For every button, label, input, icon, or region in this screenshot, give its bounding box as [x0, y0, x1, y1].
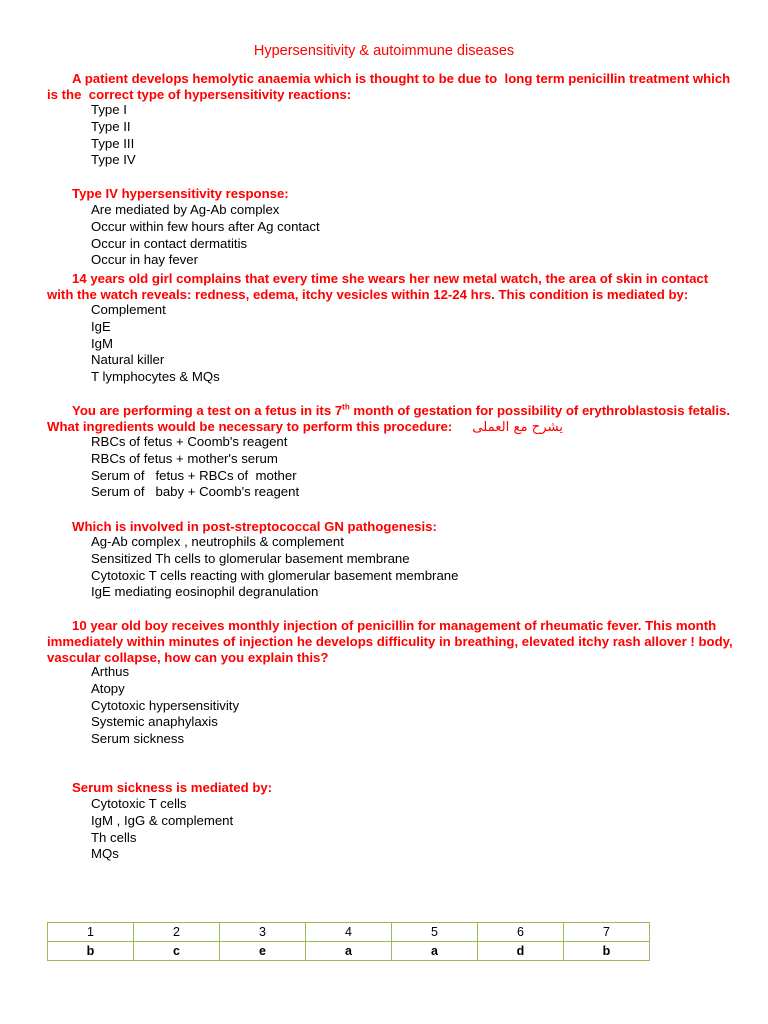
option: Arthus: [91, 664, 130, 679]
answer-number: 4: [306, 923, 392, 942]
question-3-options: [91, 302, 220, 386]
page-title: Hypersensitivity & autoimmune diseases: [253, 43, 515, 59]
question-4: [47, 403, 737, 436]
option: Type III: [91, 135, 135, 151]
option: RBCs of fetus + mother's serum: [91, 450, 278, 466]
answer-letter: b: [48, 942, 134, 961]
option: Ag-Ab complex , neutrophils & complement: [91, 534, 344, 549]
answer-letter: c: [134, 942, 220, 961]
question-4-options: [91, 434, 299, 501]
question-7-options: [91, 796, 233, 863]
answer-number: 6: [478, 923, 564, 942]
option: Are mediated by Ag-Ab complex: [91, 202, 280, 217]
option: RBCs of fetus + Coomb's reagent: [91, 434, 288, 449]
question-4-text-after: month of gestation for possibility of erythroblastosis fetalis. What ingredients would be necessary to perform this procedure:: [47, 403, 734, 434]
option: Cytotoxic T cells reacting with glomerular basement membrane: [91, 567, 459, 583]
option: Serum sickness: [91, 731, 185, 747]
option: Type IV: [91, 152, 136, 168]
answer-letter: b: [564, 942, 650, 961]
question-2-options: [91, 202, 320, 269]
question-4-superscript: th: [342, 402, 350, 412]
answer-number: 5: [392, 923, 478, 942]
option: Serum of fetus + RBCs of mother: [91, 467, 297, 483]
answer-number: 3: [220, 923, 306, 942]
option: Serum of baby + Coomb's reagent: [91, 484, 300, 500]
question-4-text-before: You are performing a test on a fetus in its 7: [72, 403, 343, 418]
option: MQs: [91, 846, 119, 862]
option: Systemic anaphylaxis: [91, 714, 218, 730]
option: Atopy: [91, 680, 125, 696]
arabic-note: يشرح مع العملى: [472, 420, 563, 435]
answer-number: 1: [48, 923, 134, 942]
option: Occur in contact dermatitis: [91, 235, 248, 251]
option: Complement: [91, 302, 166, 317]
option: Sensitized Th cells to glomerular basement membrane: [91, 550, 410, 566]
option: IgM: [91, 335, 113, 351]
question-3: 14 years old girl complains that every time she wears her new metal watch, the area of skin in contact with the watch reveals: redness, edema, itchy vesicles within 12-24 hrs. This condition is mediated by:: [47, 271, 712, 302]
option: Th cells: [91, 829, 137, 845]
question-1-options: [91, 102, 136, 169]
option: T lymphocytes & MQs: [91, 369, 220, 385]
option: IgE: [91, 318, 111, 334]
question-5: Which is involved in post-streptococcal GN pathogenesis:: [72, 519, 437, 534]
answer-number: 7: [564, 923, 650, 942]
question-6-options: [91, 664, 239, 748]
answer-number-row: [48, 923, 650, 942]
option: Type II: [91, 118, 131, 134]
option: Occur within few hours after Ag contact: [91, 218, 320, 234]
question-6: 10 year old boy receives monthly injection of penicillin for management of rheumatic fever. This month immediately within minutes of injection he develops difficulity in breathing, elevated itchy rash allover ! body, vascular collapse, how can you explain this?: [47, 618, 737, 665]
answer-letter: d: [478, 942, 564, 961]
option: Occur in hay fever: [91, 252, 199, 268]
option: Cytotoxic hypersensitivity: [91, 697, 240, 713]
option: IgM , IgG & complement: [91, 812, 234, 828]
question-7: Serum sickness is mediated by:: [72, 780, 273, 795]
question-1: A patient develops hemolytic anaemia which is thought to be due to long term penicillin treatment which is the correct type of hypersensitivity reactions:: [47, 71, 734, 102]
option: Natural killer: [91, 352, 165, 368]
question-5-options: [91, 534, 458, 601]
answer-letter: a: [306, 942, 392, 961]
answer-number: 2: [134, 923, 220, 942]
answer-key-table: [47, 922, 650, 961]
option: Cytotoxic T cells: [91, 796, 187, 811]
option: IgE mediating eosinophil degranulation: [91, 584, 319, 600]
answer-letter: e: [220, 942, 306, 961]
question-2: Type IV hypersensitivity response:: [72, 186, 289, 201]
answer-letter: a: [392, 942, 478, 961]
option: Type I: [91, 102, 127, 117]
answer-letter-row: [48, 942, 650, 961]
